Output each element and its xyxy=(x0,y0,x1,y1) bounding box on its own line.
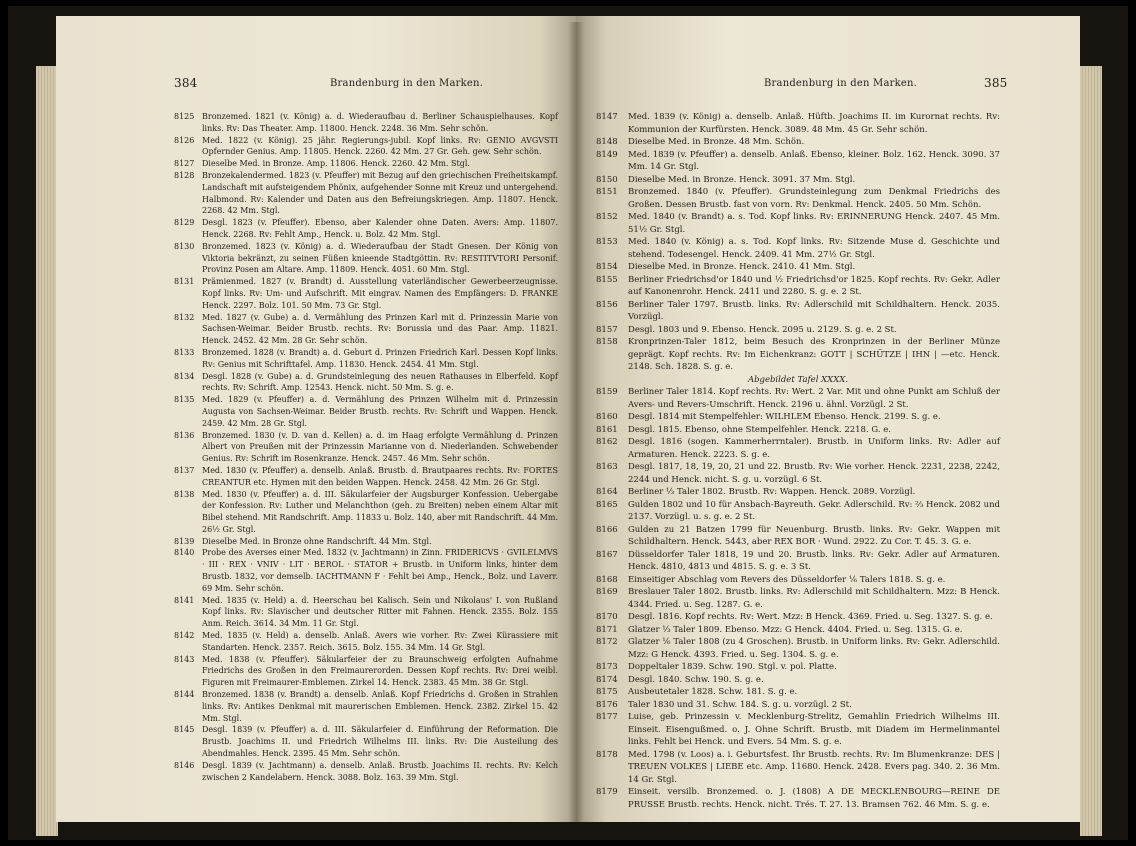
catalog-entry xyxy=(596,336,1000,374)
right-page-header xyxy=(576,78,1080,94)
lot-number: 8137 xyxy=(174,465,195,475)
lot-number: 8157 xyxy=(596,324,618,335)
lot-description: Desgl. 1817, 18, 19, 20, 21 und 22. Brustb. Rv: Wie vorher. Henck. 2231, 2238, 2242, 2244 und Henck. nicht. S. g. u. vorzügl. 6 St. xyxy=(628,462,1000,485)
lot-description: Med. 1839 (v. König) a. denselb. Anlaß. Hüftb. Joachims II. im Kurornat rechts. Rv: Kommunion der Kurfürsten. Henck. 3089. 48 Mm. 45 Gr. Sehr schön. xyxy=(628,112,1000,135)
lot-description: Düsseldorfer Taler 1818, 19 und 20. Brustb. links. Rv: Gekr. Adler auf Armaturen. Henck. 4810, 4813 und 4815. S. g. e. 3 St. xyxy=(628,549,1000,572)
lot-description: Bronzekalendermed. 1823 (v. Pfeuffer) mit Bezug auf den griechischen Freiheitskampf. Landschaft mit aufsteigendem Phönix, aufgehender Sonne mit Kreuz und untergehend. Halbmond. Rv: Kalender und Daten aus den Befreiungskriegen. Amp. 11807. Henck. 2268. 42 Mm. Stgl. xyxy=(202,170,558,216)
catalog-entry xyxy=(596,386,1000,411)
catalog-entry xyxy=(596,524,1000,549)
open-book xyxy=(8,6,1128,840)
catalog-entry xyxy=(174,135,558,159)
lot-number: 8136 xyxy=(174,430,195,440)
lot-description: Med. 1839 (v. Pfeuffer) a. denselb. Anlaß. Ebenso, kleiner. Bolz. 162. Henck. 3090. 37 Mm. 14 Gr. Stgl. xyxy=(628,149,1000,172)
lot-number: 8173 xyxy=(596,662,618,672)
lot-number: 8159 xyxy=(596,387,618,397)
catalog-entry xyxy=(596,624,1000,637)
lot-number: 8130 xyxy=(174,241,195,251)
lot-description: Desgl. 1815. Ebenso, ohne Stempelfehler. Henck. 2218. G. e. xyxy=(628,424,891,435)
catalog-entry xyxy=(174,430,558,465)
catalog-entry xyxy=(596,211,1000,236)
lot-number: 8167 xyxy=(596,549,618,560)
lot-number: 8149 xyxy=(596,149,618,160)
lot-description: Luise, geb. Prinzessin v. Mecklenburg-Strelitz, Gemahlin Friedrich Wilhelms III. Einseit. Eisengußmed. o. J. Ohne Schrift. Brustb. mit Diadem im Hermelinmantel links. Fehlt bei Henck. und Evers. 54 Mm. S. g. e. xyxy=(628,712,1000,747)
lot-number: 8156 xyxy=(596,299,618,310)
lot-number: 8177 xyxy=(596,712,618,722)
catalog-entry xyxy=(596,411,1000,424)
catalog-entry xyxy=(596,424,1000,437)
lot-description: Desgl. 1828 (v. Gube) a. d. Grundsteinlegung des neuen Rathauses in Elberfeld. Kopf rechts. Rv: Schrift. Amp. 12543. Henck. nicht. 50 Mm. S. g. e. xyxy=(202,371,558,393)
lot-number: 8175 xyxy=(596,687,618,697)
lot-number: 8165 xyxy=(596,499,618,510)
lot-number: 8125 xyxy=(174,112,195,121)
lot-description: Berliner ⅓ Taler 1802. Brustb. Rv: Wappen. Henck. 2089. Vorzügl. xyxy=(628,487,916,497)
lot-description: Dieselbe Med. in Bronze. Amp. 11806. Henck. 2260. 42 Mm. Stgl. xyxy=(202,159,470,169)
lot-number: 8154 xyxy=(596,262,618,272)
lot-number: 8155 xyxy=(596,274,618,285)
catalog-entry xyxy=(596,686,1000,699)
plate-caption: Abgebildet Tafel XXXX. xyxy=(747,374,849,385)
lot-description: Probe des Averses einer Med. 1832 (v. Jachtmann) in Zinn. FRIDERICVS · GVILELMVS · III · REX · VNIV · LIT · BEROL · STATOR + Brustb. in Uniform links, hinter dem Brustb. 1832, vor demselb. IACHTMANN F · Fehlt bei Amp., Henck., Bolz. und Laverr. 69 Mm. Sehr schön. xyxy=(202,548,558,593)
lot-description: Dieselbe Med. in Bronze. 48 Mm. Schön. xyxy=(628,137,805,147)
catalog-entry xyxy=(596,136,1000,149)
lot-number: 8128 xyxy=(174,170,195,180)
lot-description: Med. 1830 (v. Pfeuffer) a. denselb. Anlaß. Brustb. d. Brautpaares rechts. Rv: FORTES CREANTUR etc. Hymen mit den beiden Wappen. Henck. 2458. 42 Mm. 26 Gr. Stgl. xyxy=(202,465,558,487)
lot-number: 8152 xyxy=(596,212,618,222)
left-page-header xyxy=(56,78,576,94)
catalog-entry xyxy=(596,236,1000,261)
right-page xyxy=(576,16,1080,822)
catalog-entry xyxy=(596,174,1000,187)
book-spine xyxy=(568,22,584,822)
lot-description: Einseit. versilb. Bronzemed. o. J. (1808) A DE MECKLENBOURG—REINE DE PRUSSE Brustb. rechts. Henck. nicht. Trés. T. 27. 13. Bramsen 762. 46 Mm. S. g. e. xyxy=(628,787,1000,810)
lot-description: Med. 1840 (v. König) a. s. Tod. Kopf links. Rv: Sitzende Muse d. Geschichte und stehend. Todesengel. Henck. 2409. 41 Mm. 27½ Gr. Stgl. xyxy=(628,237,1000,260)
lot-description: Bronzemed. 1821 (v. König) a. d. Wiederaufbau d. Berliner Schauspielhauses. Kopf links. Rv: Das Theater. Amp. 11800. Henck. 2248. 36 Mm. Sehr schön. xyxy=(202,112,558,133)
page-number: 384 xyxy=(174,76,198,90)
catalog-entry xyxy=(596,461,1000,486)
lot-number: 8135 xyxy=(174,395,195,405)
page-number: 385 xyxy=(984,76,1008,90)
lot-description: Berliner Friedrichsd'or 1840 und ½ Friedrichsd'or 1825. Kopf rechts. Rv: Gekr. Adler auf Kanonenrohr. Henck. 2411 und 2280. S. g. e. 2 St. xyxy=(628,274,1000,297)
lot-number: 8153 xyxy=(596,237,618,247)
lot-description: Glatzer ⅙ Taler 1808 (zu 4 Groschen). Brustb. in Uniform links. Rv: Gekr. Adlerschild. Mzz: G Henck. 4393. Fried. u. Seg. 1304. S. g. e. xyxy=(628,637,1000,660)
lot-number: 8174 xyxy=(596,674,618,685)
catalog-entries xyxy=(596,111,1000,811)
lot-number: 8172 xyxy=(596,637,618,647)
lot-description: Bronzemed. 1823 (v. König) a. d. Wiederaufbau der Stadt Gnesen. Der König von Viktoria bekränzt, zu seinen Füßen knieende Stadtgöttin. Rv: RESTITVTORI Personif. Provinz Posen am Altare. Amp. 11809. Henck. 4051. 60 Mm. Stgl. xyxy=(202,241,558,275)
catalog-entry xyxy=(596,111,1000,136)
lot-description: Desgl. 1839 (v. Jachtmann) a. denselb. Anlaß. Brustb. Joachims II. rechts. Rv: Kelch zwischen 2 Kandelabern. Henck. 3088. Bolz. 163. 39 Mm. Stgl. xyxy=(202,760,558,782)
lot-number: 8133 xyxy=(174,347,195,357)
catalog-entry xyxy=(596,786,1000,811)
catalog-entry xyxy=(174,217,558,241)
catalog-entry xyxy=(174,760,558,784)
catalog-entry xyxy=(174,724,558,759)
lot-number: 8163 xyxy=(596,462,618,472)
lot-description: Desgl. 1814 mit Stempelfehler: WILHLEM Ebenso. Henck. 2199. S. g. e. xyxy=(628,412,941,422)
lot-description: Med. 1830 (v. Pfeuffer) a. d. III. Säkularfeier der Augsburger Konfession. Uebergabe der Konfession. Rv: Luther und Melanchthon (geh. zu Breiten) neben einem Altar mit Bibel stehend. Mit Randschrift. Amp. 11833 u. Bolz. 140, aber mit Randschrift. 44 Mm. 26½ Gr. Stgl. xyxy=(202,489,558,534)
lot-number: 8166 xyxy=(596,524,618,535)
lot-number: 8131 xyxy=(174,277,195,287)
lot-description: Desgl. 1823 (v. Pfeuffer). Ebenso, aber Kalender ohne Daten. Avers: Amp. 11807. Henck. 2268. Rv: Fehlt Amp., Henck. u. Bolz. 42 Mm. Stgl. xyxy=(202,218,558,239)
page-edges-left xyxy=(36,66,58,836)
lot-number: 8146 xyxy=(174,760,195,770)
lot-description: Bronzemed. 1838 (v. Brandt) a. denselb. Anlaß. Kopf Friedrichs d. Großen in Strahlen links. Rv: Antikes Denkmal mit maurerischen Emblemen. Henck. 2382. Zirkel 15. 42 Mm. Stgl. xyxy=(202,690,558,723)
lot-number: 8138 xyxy=(174,489,195,499)
lot-description: Bronzemed. 1830 (v. D. van d. Kellen) a. d. im Haag erfolgte Vermählung d. Prinzen Albert von Preußen mit der Prinzessin Marianne von d. Niederlanden. Schwebender Genius. Rv: Schrift im Rosenkranze. Henck. 2457. 46 Mm. Sehr schön. xyxy=(202,430,558,464)
lot-number: 8169 xyxy=(596,587,618,597)
lot-description: Glatzer ⅓ Taler 1809. Ebenso. Mzz: G Henck. 4404. Fried. u. Seg. 1315. G. e. xyxy=(628,624,963,635)
lot-number: 8164 xyxy=(596,487,618,497)
lot-number: 8127 xyxy=(174,159,195,169)
lot-description: Doppeltaler 1839. Schw. 190. Stgl. v. pol. Platte. xyxy=(628,662,837,672)
lot-number: 8160 xyxy=(596,412,618,422)
catalog-entry xyxy=(596,636,1000,661)
catalog-entry xyxy=(596,186,1000,211)
lot-number: 8168 xyxy=(596,574,618,585)
lot-number: 8178 xyxy=(596,749,618,760)
lot-number: 8140 xyxy=(174,548,195,558)
catalog-entry xyxy=(174,595,558,630)
lot-number: 8162 xyxy=(596,437,618,447)
catalog-entry xyxy=(596,586,1000,611)
catalog-entry xyxy=(596,611,1000,624)
lot-description: Med. 1827 (v. Gube) a. d. Vermählung des Prinzen Karl mit d. Prinzessin Marie von Sachsen-Weimar. Beider Brustb. rechts. Rv: Borussia und das Paar. Amp. 11821. Henck. 2452. 42 Mm. 28 Gr. Sehr schön. xyxy=(202,312,558,346)
catalog-entry xyxy=(596,574,1000,587)
catalog-entry xyxy=(174,241,558,276)
lot-description: Taler 1830 und 31. Schw. 184. S. g. u. vorzügl. 2 St. xyxy=(628,699,852,710)
lot-description: Berliner Taler 1814. Kopf rechts. Rv: Wert. 2 Var. Mit und ohne Punkt am Schluß der Avers- und Revers-Umschrift. Henck. 2196 u. ähnl. Vorzügl. 2 St. xyxy=(628,387,1000,410)
catalog-entry xyxy=(596,749,1000,787)
lot-number: 8176 xyxy=(596,699,618,710)
catalog-entry xyxy=(596,549,1000,574)
lot-description: Desgl. 1839 (v. Pfeuffer) a. d. III. Säkularfeier d. Einführung der Reformation. Die Brustb. Joachims II. und Friedrich Wilhelms III. links. Rv: Die Austeilung des Abendmahles. Henck. 2395. 45 Mm. Sehr schön. xyxy=(202,725,558,759)
lot-number: 8145 xyxy=(174,725,195,735)
lot-description: Desgl. 1803 und 9. Ebenso. Henck. 2095 u. 2129. S. g. e. 2 St. xyxy=(628,324,897,335)
left-page xyxy=(56,16,576,822)
running-head: Brandenburg in den Marken. xyxy=(764,78,918,89)
lot-number: 8171 xyxy=(596,624,618,635)
catalog-entry xyxy=(174,312,558,347)
lot-number: 8147 xyxy=(596,112,618,122)
lot-number: 8158 xyxy=(596,337,618,347)
catalog-entry xyxy=(596,499,1000,524)
catalog-entry xyxy=(174,371,558,395)
catalog-entry xyxy=(174,465,558,489)
catalog-entry xyxy=(174,111,558,135)
catalog-entry xyxy=(174,394,558,429)
catalog-entry xyxy=(596,261,1000,274)
lot-number: 8144 xyxy=(174,690,195,700)
catalog-entry xyxy=(174,654,558,689)
lot-description: Prämienmed. 1827 (v. Brandt) d. Ausstellung vaterländischer Gewerbeerzeugnisse. Kopf links. Rv: Um- und Aufschrift. Mit eingrav. Namen des Empfängers: D. FRANKE Henck. 2297. Bolz. 101. 50 Mm. 73 Gr. Stgl. xyxy=(202,277,558,310)
catalog-entries xyxy=(174,111,558,783)
lot-number: 8148 xyxy=(596,137,618,147)
catalog-entry xyxy=(596,299,1000,324)
lot-description: Bronzemed. 1840 (v. Pfeuffer). Grundsteinlegung zum Denkmal Friedrichs des Großen. Dessen Brustb. fast von vorn. Rv: Denkmal. Henck. 2405. 50 Mm. Schön. xyxy=(628,187,1000,210)
lot-description: Med. 1835 (v. Held) a. d. Heerschau bei Kalisch. Sein und Nikolaus' I. von Rußland Kopf links. Rv: Slavischer und deutscher Ritter mit Fahnen. Henck. 2355. Bolz. 155 Anm. Reich. 3614. 34 Mm. 11 Gr. Stgl. xyxy=(202,595,558,629)
lot-number: 8141 xyxy=(174,595,195,605)
lot-description: Desgl. 1816. Kopf rechts. Rv: Wert. Mzz: B Henck. 4369. Fried. u. Seg. 1327. S. g. e. xyxy=(628,612,993,622)
lot-description: Breslauer Taler 1802. Brustb. links. Rv: Adlerschild mit Schildhaltern. Mzz: B Henck. 4344. Fried. u. Seg. 1287. G. e. xyxy=(628,587,1000,610)
lot-number: 8129 xyxy=(174,218,195,228)
catalog-entry xyxy=(174,489,558,536)
catalog-entry xyxy=(596,149,1000,174)
lot-number: 8150 xyxy=(596,174,618,185)
catalog-entry xyxy=(596,711,1000,749)
lot-number: 8170 xyxy=(596,612,618,622)
lot-description: Med. 1838 (v. Pfeuffer). Säkularfeier der zu Braunschweig erfolgten Aufnahme Friedrichs des Großen in den Freimaurerorden. Dessen Kopf rechts. Rv: Drei weibl. Figuren mit Freimaurer-Emblemen. Zirkel 14. Henck. 2383. 45 Mm. 38 Gr. Stgl. xyxy=(202,654,558,688)
lot-number: 8126 xyxy=(174,135,195,145)
catalog-entry xyxy=(174,170,558,217)
lot-number: 8132 xyxy=(174,312,195,322)
lot-number: 8142 xyxy=(174,631,195,641)
catalog-entry xyxy=(174,547,558,594)
lot-description: Med. 1822 (v. König). 25 jähr. Regierungs-jubil. Kopf links. Rv: GENIO AVGVSTI Opfernder Genius. Amp. 11805. Henck. 2260. 42 Mm. 27 Gr. Geh. gew. Sehr schön. xyxy=(202,135,558,157)
lot-description: Desgl. 1816 (sogen. Kammerherrntaler). Brustb. in Uniform links. Rv: Adler auf Armaturen. Henck. 2223. S. g. e. xyxy=(628,437,1000,460)
lot-number: 8179 xyxy=(596,787,618,797)
page-edges-right xyxy=(1080,66,1102,836)
lot-description: Med. 1840 (v. Brandt) a. s. Tod. Kopf links. Rv: ERINNERUNG Henck. 2407. 45 Mm. 51½ Gr. Stgl. xyxy=(628,212,1000,235)
lot-description: Med. 1829 (v. Pfeuffer) a. d. Vermählung des Prinzen Wilhelm mit d. Prinzessin Augusta von Sachsen-Weimar. Beider Brustb. rechts. Rv: Schrift und Wappen. Henck. 2459. 42 Mm. 28 Gr. Stgl. xyxy=(202,395,558,428)
catalog-entry xyxy=(174,536,558,548)
catalog-entry xyxy=(174,347,558,371)
lot-description: Gulden zu 21 Batzen 1799 für Neuenburg. Brustb. links. Rv: Gekr. Wappen mit Schildhaltern. Henck. 5443, aber REX BOR · Wund. 2922. Zu Cor. T. 45. 3. G. e. xyxy=(628,524,1000,547)
running-head: Brandenburg in den Marken. xyxy=(330,78,484,89)
catalog-entry xyxy=(174,276,558,311)
lot-description: Desgl. 1840. Schw. 190. S. g. e. xyxy=(628,674,764,685)
lot-description: Gulden 1802 und 10 für Ansbach-Bayreuth. Gekr. Adlerschild. Rv: ⅔ Henck. 2082 und 2137. Vorzügl. u. s. g. e. 2 St. xyxy=(628,499,1000,522)
lot-description: Berliner Taler 1797. Brustb. links. Rv: Adlerschild mit Schildhaltern. Henck. 2035. Vorzügl. xyxy=(628,299,1000,322)
lot-description: Kronprinzen-Taler 1812, beim Besuch des Kronprinzen in der Berliner Münze geprägt. Kopf rechts. Rv: Im Eichenkranz: GOTT | SCHÜTZE | IHN | —etc. Henck. 2148. Sch. 1828. S. g. e. xyxy=(628,337,1000,372)
catalog-entry xyxy=(174,158,558,170)
catalog-entry xyxy=(596,274,1000,299)
catalog-entry xyxy=(174,630,558,654)
lot-description: Dieselbe Med. in Bronze ohne Randschrift. 44 Mm. Stgl. xyxy=(202,536,432,546)
lot-description: Dieselbe Med. in Bronze. Henck. 2410. 41 Mm. Stgl. xyxy=(628,262,856,272)
lot-description: Einseitiger Abschlag vom Revers des Düsseldorfer ⅙ Talers 1818. S. g. e. xyxy=(628,574,946,585)
lot-description: Med. 1835 (v. Held) a. denselb. Anlaß. Avers wie vorher. Rv: Zwei Kürassiere mit Standarten. Henck. 2357. Reich. 3615. Bolz. 155. 34 Mm. 14 Gr. Stgl. xyxy=(202,631,558,652)
lot-description: Med. 1798 (v. Loos) a. i. Geburtsfest. Ihr Brustb. rechts. Rv: Im Blumenkranze: DES | TREUEN VOLKES | LIEBE etc. Amp. 11680. Henck. 2428. Evers pag. 340. 2. 36 Mm. 14 Gr. Stgl. xyxy=(628,749,1000,785)
lot-description: Dieselbe Med. in Bronze. Henck. 3091. 37 Mm. Stgl. xyxy=(628,174,856,185)
catalog-entry xyxy=(596,324,1000,337)
lot-number: 8134 xyxy=(174,371,195,381)
lot-number: 8151 xyxy=(596,187,618,197)
catalog-entry xyxy=(596,699,1000,712)
catalog-entry xyxy=(596,436,1000,461)
lot-number: 8161 xyxy=(596,424,618,435)
lot-description: Bronzemed. 1828 (v. Brandt) a. d. Geburt d. Prinzen Friedrich Karl. Dessen Kopf links. Rv: Genius mit Schrifttafel. Amp. 11830. Henck. 2454. 41 Mm. Stgl. xyxy=(202,347,558,369)
lot-number: 8143 xyxy=(174,654,195,664)
catalog-entry xyxy=(596,486,1000,499)
catalog-entry xyxy=(596,661,1000,674)
catalog-entry xyxy=(596,674,1000,687)
catalog-entry xyxy=(174,689,558,724)
lot-number: 8139 xyxy=(174,536,195,546)
lot-description: Ausbeutetaler 1828. Schw. 181. S. g. e. xyxy=(628,687,798,697)
